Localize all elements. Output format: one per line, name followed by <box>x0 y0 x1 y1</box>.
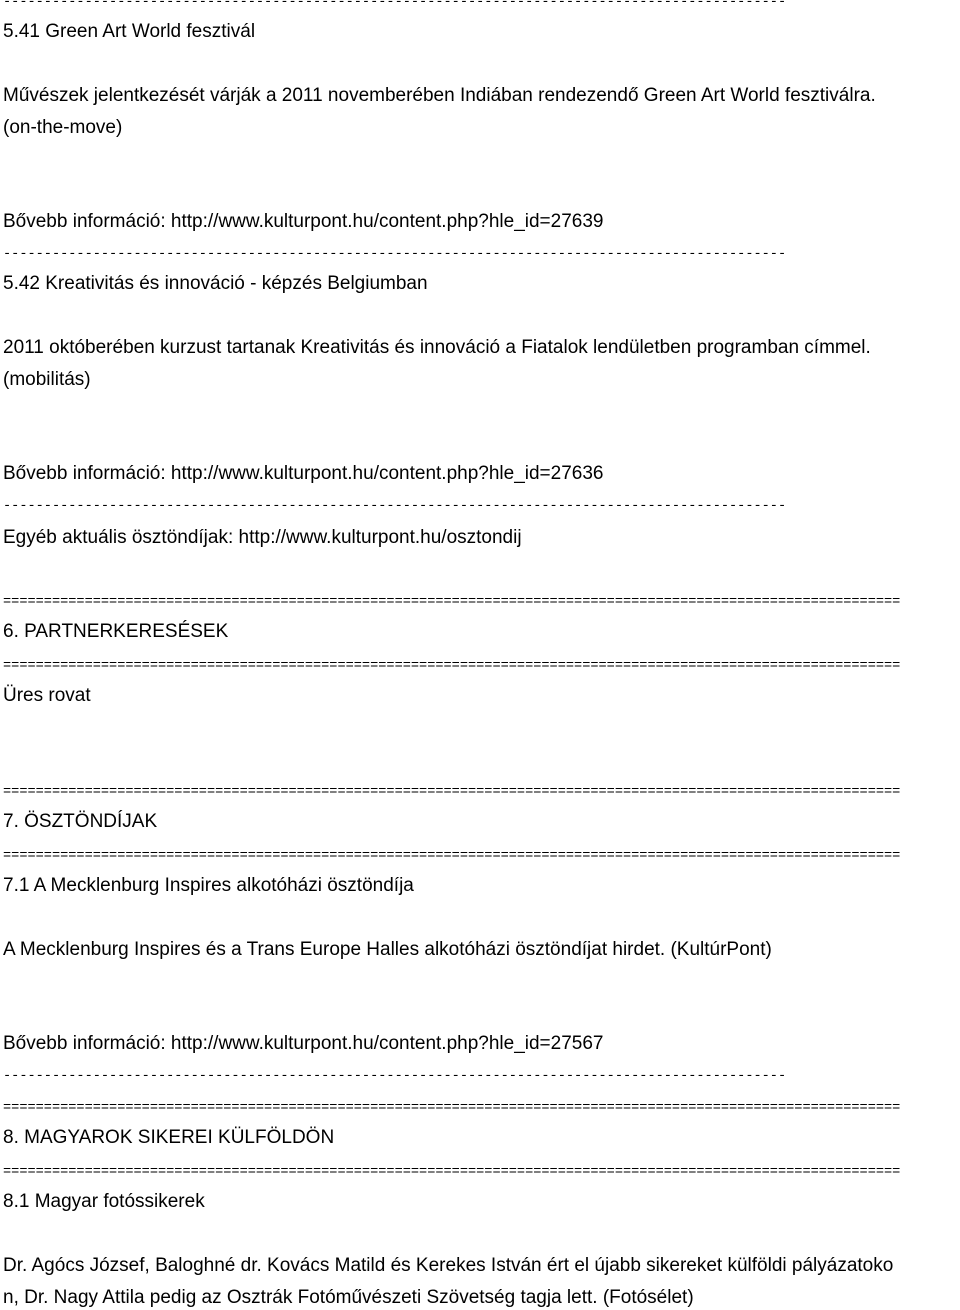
other-scholarships-link[interactable]: Egyéb aktuális ösztöndíjak: http://www.kulturpont.hu/osztondij <box>3 527 522 548</box>
section-title-7-1: 7.1 A Mecklenburg Inspires alkotóházi ösztöndíja <box>3 875 414 896</box>
equals-separator: ============================================================================================================== <box>3 849 901 864</box>
equals-separator: ============================================================================================================== <box>3 1101 901 1116</box>
equals-separator: ============================================================================================================== <box>3 785 901 800</box>
section-body-5-41-line2: (on-the-move) <box>3 117 123 138</box>
section-body-7-1: A Mecklenburg Inspires és a Trans Europe Halles alkotóházi ösztöndíjat hirdet. (KultúrPont) <box>3 939 772 960</box>
section-title-6: 6. PARTNERKERESÉSEK <box>3 621 229 642</box>
section-title-8-1: 8.1 Magyar fotóssikerek <box>3 1191 205 1212</box>
section-body-5-42-line1: 2011 októberében kurzust tartanak Kreativitás és innováció a Fiatalok lendületben programban címmel. <box>3 337 871 358</box>
section-title-5-41: 5.41 Green Art World fesztivál <box>3 21 256 42</box>
section-title-7: 7. ÖSZTÖNDÍJAK <box>3 811 158 832</box>
equals-separator: ============================================================================================================== <box>3 1165 901 1180</box>
section-title-5-42: 5.42 Kreativitás és innováció - képzés Belgiumban <box>3 273 428 294</box>
more-info-link-5-41[interactable]: Bővebb információ: http://www.kulturpont.hu/content.php?hle_id=27639 <box>3 211 604 232</box>
section-body-5-41-line1: Művészek jelentkezését várják a 2011 novemberében Indiában rendezendő Green Art World fesztiválra. <box>3 85 876 106</box>
more-info-link-5-42[interactable]: Bővebb információ: http://www.kulturpont.hu/content.php?hle_id=27636 <box>3 463 604 484</box>
equals-separator: ============================================================================================================== <box>3 659 901 674</box>
section-body-6: Üres rovat <box>3 685 91 706</box>
section-title-8: 8. MAGYAROK SIKEREI KÜLFÖLDÖN <box>3 1127 335 1148</box>
section-body-5-42-line2: (mobilitás) <box>3 369 91 390</box>
section-body-8-1-line2: n, Dr. Nagy Attila pedig az Osztrák Fotóművészeti Szövetség tagja lett. (Fotósélet) <box>3 1287 694 1308</box>
dash-separator: ------------------------------------------------------------------------------------------------ <box>3 499 787 514</box>
equals-separator: ============================================================================================================== <box>3 595 901 610</box>
dash-separator: ------------------------------------------------------------------------------------------------ <box>3 1069 787 1084</box>
dash-separator: ------------------------------------------------------------------------------------------------ <box>3 247 787 262</box>
section-body-8-1-line1: Dr. Agócs József, Baloghné dr. Kovács Matild és Kerekes István ért el újabb sikereket külföldi pályázatoko <box>3 1255 894 1276</box>
more-info-link-7-1[interactable]: Bővebb információ: http://www.kulturpont.hu/content.php?hle_id=27567 <box>3 1033 604 1054</box>
dash-separator: ------------------------------------------------------------------------------------------------ <box>3 0 787 10</box>
